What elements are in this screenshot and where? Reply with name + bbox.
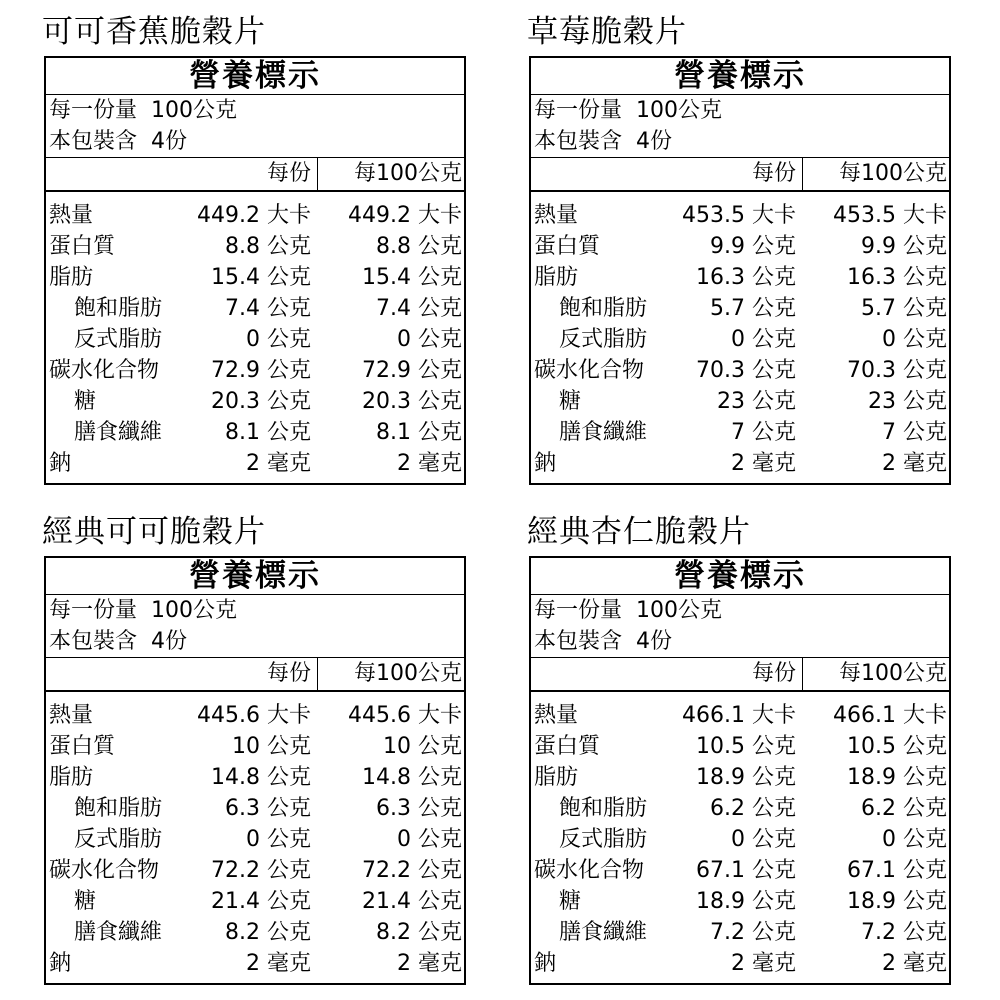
nutrient-name: 糖	[559, 889, 582, 914]
nutrient-per-serving: 0 公克	[731, 827, 796, 852]
nutrient-row	[531, 700, 949, 731]
nutrient-row	[46, 886, 464, 917]
nutrient-per-100g: 445.6 大卡	[348, 703, 462, 728]
nutrient-row	[531, 448, 949, 479]
nutrient-per-100g: 6.2 公克	[861, 796, 947, 821]
nutrient-row	[531, 293, 949, 324]
nutrient-name: 脂肪	[534, 765, 579, 790]
nutrient-name: 熱量	[534, 703, 579, 728]
nutrient-name: 糖	[559, 389, 582, 414]
nutrient-per-serving: 2 毫克	[731, 951, 796, 976]
nutrient-per-100g: 2 毫克	[882, 951, 947, 976]
nutrient-per-100g: 18.9 公克	[847, 889, 947, 914]
nutrient-per-100g: 9.9 公克	[861, 234, 947, 259]
nutrient-per-100g: 5.7 公克	[861, 296, 947, 321]
nutrient-name: 脂肪	[534, 265, 579, 290]
nutrition-panel-classic-almond	[523, 510, 963, 985]
nutrient-row	[46, 293, 464, 324]
col-per-serving: 每份	[751, 161, 796, 186]
nutrient-rows	[531, 192, 949, 483]
nutrient-name: 熱量	[534, 203, 579, 228]
nutrient-per-serving: 5.7 公克	[710, 296, 796, 321]
servings-label: 本包裝含	[49, 629, 138, 654]
nutrient-row	[531, 824, 949, 855]
nutrient-per-serving: 2 毫克	[246, 451, 311, 476]
nutrient-rows	[46, 192, 464, 483]
serving-size-value: 100公克	[151, 98, 238, 123]
nutrient-name: 膳食纖維	[74, 420, 163, 445]
nutrient-per-serving: 15.4 公克	[211, 265, 311, 290]
nutrient-per-serving: 23 公克	[717, 389, 796, 414]
nutrient-per-100g: 6.3 公克	[376, 796, 462, 821]
nutrition-panel-cocoa-banana	[38, 10, 478, 485]
column-header	[46, 157, 464, 192]
nutrient-per-100g: 15.4 公克	[362, 265, 462, 290]
serving-size-label: 每一份量	[49, 598, 138, 623]
col-per-serving: 每份	[266, 661, 311, 686]
nutrient-row	[531, 355, 949, 386]
nutrient-per-100g: 72.9 公克	[362, 358, 462, 383]
nutrient-name: 鈉	[49, 451, 72, 476]
column-header	[46, 657, 464, 692]
nutrient-name: 鈉	[534, 451, 557, 476]
nutrient-per-serving: 20.3 公克	[211, 389, 311, 414]
nutrient-per-100g: 70.3 公克	[847, 358, 947, 383]
nutrient-per-serving: 0 公克	[246, 327, 311, 352]
servings-label: 本包裝含	[534, 129, 623, 154]
col-per-serving: 每份	[751, 661, 796, 686]
col-per-100g: 每100公克	[317, 158, 464, 190]
nutrient-name: 飽和脂肪	[559, 296, 648, 321]
nutrient-per-serving: 16.3 公克	[696, 265, 796, 290]
servings-value: 4份	[151, 629, 188, 654]
nutrition-label	[44, 56, 466, 485]
nutrient-row	[46, 731, 464, 762]
nutrient-per-serving: 2 毫克	[246, 951, 311, 976]
nutrient-per-100g: 8.8 公克	[376, 234, 462, 259]
nutrient-per-serving: 6.2 公克	[710, 796, 796, 821]
nutrient-name: 蛋白質	[534, 234, 601, 259]
servings-value: 4份	[636, 129, 673, 154]
servings-row	[531, 626, 949, 657]
servings-label: 本包裝含	[49, 129, 138, 154]
nutrition-panel-strawberry	[523, 10, 963, 485]
nutrient-row	[46, 355, 464, 386]
nutrient-row	[46, 386, 464, 417]
servings-value: 4份	[636, 629, 673, 654]
nutrient-per-serving: 72.9 公克	[211, 358, 311, 383]
nutrient-per-100g: 7 公克	[882, 420, 947, 445]
col-per-100g: 每100公克	[802, 658, 949, 690]
nutrient-per-100g: 21.4 公克	[362, 889, 462, 914]
nutrient-name: 反式脂肪	[559, 827, 648, 852]
nutrient-name: 反式脂肪	[74, 327, 163, 352]
nutrient-per-serving: 67.1 公克	[696, 858, 796, 883]
nutrient-per-serving: 7.4 公克	[225, 296, 311, 321]
serving-size-row	[46, 95, 464, 126]
label-title: 營養標示	[531, 58, 949, 95]
nutrient-per-100g: 0 公克	[397, 827, 462, 852]
nutrient-per-100g: 8.2 公克	[376, 920, 462, 945]
nutrient-name: 糖	[74, 889, 97, 914]
nutrient-per-100g: 2 毫克	[397, 451, 462, 476]
nutrition-label	[529, 556, 951, 985]
nutrient-per-serving: 72.2 公克	[211, 858, 311, 883]
column-header	[531, 157, 949, 192]
col-per-serving: 每份	[266, 161, 311, 186]
serving-size-value: 100公克	[636, 598, 723, 623]
nutrient-per-serving: 10 公克	[232, 734, 311, 759]
nutrient-name: 鈉	[534, 951, 557, 976]
nutrient-name: 熱量	[49, 203, 94, 228]
nutrient-row	[531, 200, 949, 231]
nutrient-per-100g: 14.8 公克	[362, 765, 462, 790]
nutrient-name: 糖	[74, 389, 97, 414]
servings-row	[46, 626, 464, 657]
nutrient-row	[531, 262, 949, 293]
nutrient-per-serving: 7 公克	[731, 420, 796, 445]
nutrient-per-serving: 2 毫克	[731, 451, 796, 476]
nutrient-per-100g: 466.1 大卡	[833, 703, 947, 728]
nutrient-name: 反式脂肪	[559, 327, 648, 352]
nutrient-per-100g: 0 公克	[882, 327, 947, 352]
nutrient-row	[46, 917, 464, 948]
nutrient-per-serving: 14.8 公克	[211, 765, 311, 790]
nutrient-per-100g: 8.1 公克	[376, 420, 462, 445]
nutrient-per-100g: 7.2 公克	[861, 920, 947, 945]
nutrient-per-serving: 7.2 公克	[710, 920, 796, 945]
nutrient-per-serving: 10.5 公克	[696, 734, 796, 759]
nutrient-name: 碳水化合物	[49, 858, 160, 883]
nutrient-per-serving: 8.8 公克	[225, 234, 311, 259]
nutrient-name: 飽和脂肪	[74, 796, 163, 821]
nutrient-per-100g: 23 公克	[868, 389, 947, 414]
nutrient-row	[531, 324, 949, 355]
serving-size-row	[531, 595, 949, 626]
label-title: 營養標示	[531, 558, 949, 595]
col-per-100g: 每100公克	[802, 158, 949, 190]
serving-size-label: 每一份量	[534, 598, 623, 623]
nutrient-per-100g: 10.5 公克	[847, 734, 947, 759]
nutrient-per-100g: 67.1 公克	[847, 858, 947, 883]
servings-row	[531, 126, 949, 157]
nutrient-row	[531, 917, 949, 948]
nutrient-per-serving: 8.2 公克	[225, 920, 311, 945]
serving-size-value: 100公克	[636, 98, 723, 123]
nutrient-row	[531, 762, 949, 793]
nutrient-per-serving: 70.3 公克	[696, 358, 796, 383]
nutrient-rows	[531, 692, 949, 983]
label-title: 營養標示	[46, 558, 464, 595]
serving-size-row	[531, 95, 949, 126]
nutrient-per-100g: 0 公克	[397, 327, 462, 352]
nutrient-per-100g: 0 公克	[882, 827, 947, 852]
nutrient-row	[531, 417, 949, 448]
serving-size-value: 100公克	[151, 598, 238, 623]
label-title: 營養標示	[46, 58, 464, 95]
nutrient-per-serving: 18.9 公克	[696, 889, 796, 914]
nutrient-row	[46, 262, 464, 293]
nutrition-label	[529, 56, 951, 485]
nutrient-per-100g: 18.9 公克	[847, 765, 947, 790]
nutrient-name: 鈉	[49, 951, 72, 976]
nutrient-name: 反式脂肪	[74, 827, 163, 852]
servings-label: 本包裝含	[534, 629, 623, 654]
product-title: 草莓脆穀片	[527, 14, 687, 50]
nutrient-row	[46, 200, 464, 231]
nutrient-name: 膳食纖維	[74, 920, 163, 945]
nutrient-name: 飽和脂肪	[559, 796, 648, 821]
nutrient-row	[531, 886, 949, 917]
nutrient-per-100g: 20.3 公克	[362, 389, 462, 414]
nutrient-per-100g: 16.3 公克	[847, 265, 947, 290]
nutrient-per-serving: 21.4 公克	[211, 889, 311, 914]
product-title: 可可香蕉脆穀片	[42, 14, 266, 50]
nutrient-per-100g: 2 毫克	[882, 451, 947, 476]
nutrient-row	[46, 948, 464, 979]
nutrient-row	[46, 448, 464, 479]
nutrient-row	[46, 324, 464, 355]
nutrient-row	[531, 793, 949, 824]
serving-size-label: 每一份量	[49, 98, 138, 123]
product-title: 經典可可脆穀片	[42, 514, 266, 550]
nutrient-row	[46, 793, 464, 824]
nutrient-name: 熱量	[49, 703, 94, 728]
serving-size-row	[46, 595, 464, 626]
nutrient-per-100g: 453.5 大卡	[833, 203, 947, 228]
nutrient-row	[46, 231, 464, 262]
nutrient-name: 脂肪	[49, 765, 94, 790]
nutrient-per-100g: 7.4 公克	[376, 296, 462, 321]
nutrient-name: 碳水化合物	[534, 358, 645, 383]
nutrient-row	[46, 824, 464, 855]
nutrient-row	[531, 386, 949, 417]
nutrient-name: 飽和脂肪	[74, 296, 163, 321]
nutrient-per-100g: 449.2 大卡	[348, 203, 462, 228]
servings-value: 4份	[151, 129, 188, 154]
nutrient-per-serving: 0 公克	[246, 827, 311, 852]
nutrient-per-serving: 449.2 大卡	[197, 203, 311, 228]
nutrition-label	[44, 556, 466, 985]
nutrient-rows	[46, 692, 464, 983]
nutrient-name: 碳水化合物	[49, 358, 160, 383]
nutrient-per-serving: 445.6 大卡	[197, 703, 311, 728]
nutrient-per-serving: 8.1 公克	[225, 420, 311, 445]
nutrient-name: 膳食纖維	[559, 420, 648, 445]
nutrient-row	[46, 700, 464, 731]
nutrient-row	[531, 948, 949, 979]
nutrient-per-serving: 453.5 大卡	[682, 203, 796, 228]
nutrient-name: 膳食纖維	[559, 920, 648, 945]
nutrient-name: 碳水化合物	[534, 858, 645, 883]
nutrition-panel-classic-cocoa	[38, 510, 478, 985]
nutrient-per-100g: 10 公克	[383, 734, 462, 759]
nutrient-per-serving: 18.9 公克	[696, 765, 796, 790]
nutrient-per-100g: 2 毫克	[397, 951, 462, 976]
nutrient-per-serving: 0 公克	[731, 327, 796, 352]
col-per-100g: 每100公克	[317, 658, 464, 690]
serving-size-label: 每一份量	[534, 98, 623, 123]
nutrient-name: 脂肪	[49, 265, 94, 290]
nutrient-name: 蛋白質	[49, 734, 116, 759]
column-header	[531, 657, 949, 692]
servings-row	[46, 126, 464, 157]
nutrient-row	[531, 855, 949, 886]
nutrient-row	[531, 731, 949, 762]
nutrient-per-serving: 466.1 大卡	[682, 703, 796, 728]
nutrient-row	[531, 231, 949, 262]
nutrient-per-serving: 9.9 公克	[710, 234, 796, 259]
nutrient-name: 蛋白質	[49, 234, 116, 259]
nutrient-row	[46, 855, 464, 886]
product-title: 經典杏仁脆穀片	[527, 514, 751, 550]
nutrient-row	[46, 417, 464, 448]
nutrient-name: 蛋白質	[534, 734, 601, 759]
nutrient-per-100g: 72.2 公克	[362, 858, 462, 883]
nutrient-row	[46, 762, 464, 793]
nutrient-per-serving: 6.3 公克	[225, 796, 311, 821]
